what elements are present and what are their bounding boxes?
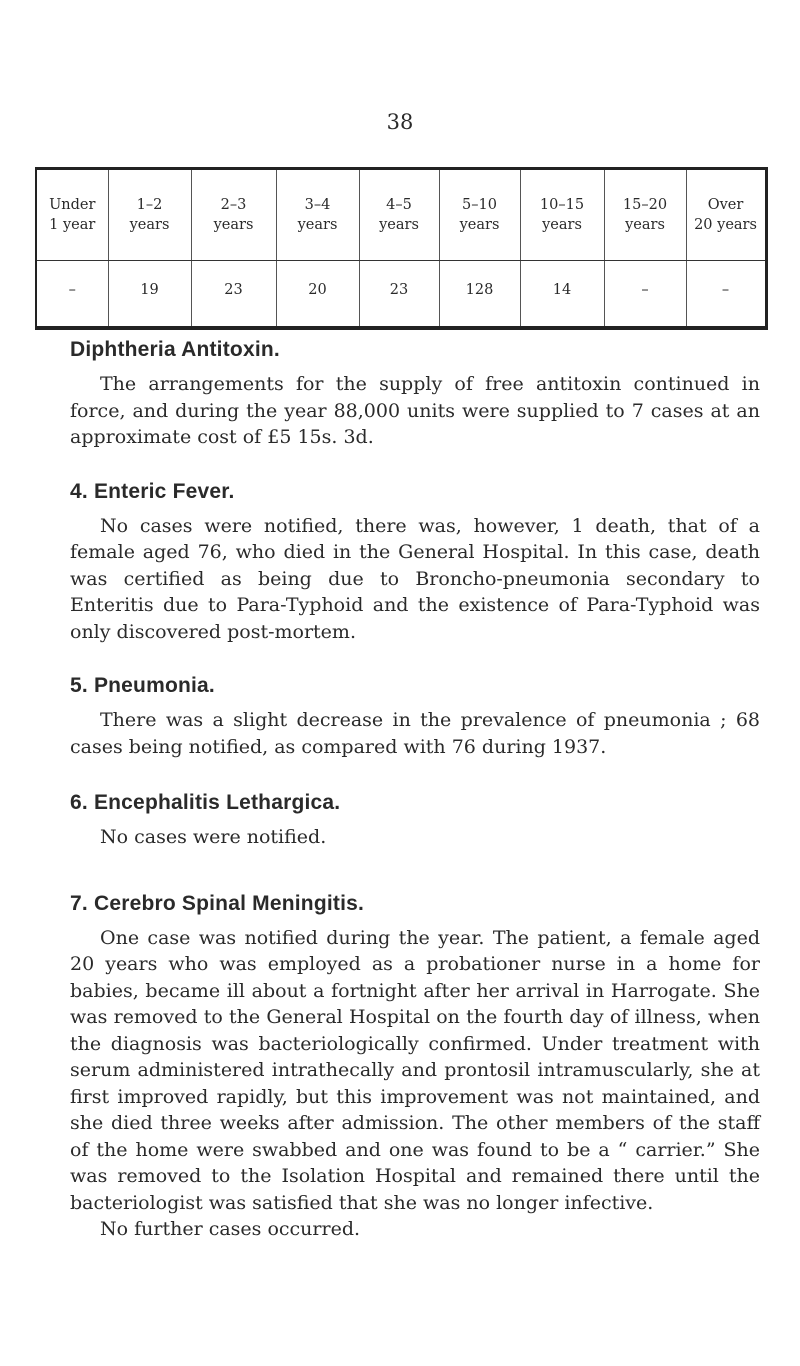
header-cell: 10–15 years xyxy=(520,169,604,261)
header-cell: Under 1 year xyxy=(36,169,108,261)
section-heading: 7. Cerebro Spinal Meningitis. xyxy=(70,891,365,915)
table-cell: 128 xyxy=(439,261,520,328)
table-cell: – xyxy=(604,261,686,328)
section-heading: 5. Pneumonia. xyxy=(70,674,215,697)
section-pneumonia xyxy=(70,671,760,760)
section-heading: Diphtheria Antitoxin. xyxy=(70,338,280,361)
table-cell: – xyxy=(36,261,108,328)
paragraph: There was a slight decrease in the prevalence of pneumonia ; 68 cases being notified, as compared with 76 during 1937. xyxy=(70,709,760,758)
table-row xyxy=(36,261,766,328)
header-cell: Over 20 years xyxy=(686,169,766,261)
table-cell: 23 xyxy=(191,261,276,328)
table-cell: 19 xyxy=(108,261,191,328)
header-cell: 2–3 years xyxy=(191,169,276,261)
table-header-row xyxy=(36,169,766,261)
section-enteric-fever xyxy=(70,477,760,646)
paragraph: No cases were notified, there was, however, 1 death, that of a female aged 76, who died in the General Hospital. In this case, death was certified as being due to Broncho-pneumonia secondary to Enteritis due to Para-Typhoid and the existence of Para-Typhoid was only discovered post-mortem. xyxy=(70,514,760,643)
header-cell: 5–10 years xyxy=(439,169,520,261)
page-number: 38 xyxy=(386,110,414,134)
paragraph: One case was notified during the year. The patient, a female aged 20 years who was employed as a probationer nurse in a home for babies, became ill about a fortnight after her arrival in Harrogate. She was removed to the General Hospital on the fourth day of illness, when the diagnosis was bacteriologically confirmed. Under treatment with serum administered intrathecally and prontosil intramuscularly, she at first improved rapidly, but this improvement was not maintained, and she died three weeks after admission. The other members of the staff of the home were swabbed and one was found to be a “ carrier.” She was removed to the Isolation Hospital and remained there until the bacteriologist was satisfied that she was no longer infective. xyxy=(70,926,760,1214)
section-cerebro-spinal-meningitis xyxy=(70,889,760,1243)
header-cell: 15–20 years xyxy=(604,169,686,261)
header-cell: 4–5 years xyxy=(359,169,439,261)
report-body xyxy=(70,335,760,1243)
age-group-table xyxy=(35,167,768,330)
table-cell: – xyxy=(686,261,766,328)
paragraph: No cases were notified. xyxy=(100,826,327,848)
table-cell: 14 xyxy=(520,261,604,328)
section-diphtheria-antitoxin xyxy=(70,335,760,451)
header-cell: 3–4 years xyxy=(276,169,359,261)
table-cell: 20 xyxy=(276,261,359,328)
paragraph: The arrangements for the supply of free antitoxin continued in force, and during the year 88,000 units were supplied to 7 cases at an approximate cost of £5 15s. 3d. xyxy=(70,373,760,448)
section-heading: 4. Enteric Fever. xyxy=(70,479,235,503)
table-cell: 23 xyxy=(359,261,439,328)
header-cell: 1–2 years xyxy=(108,169,191,261)
paragraph: No further cases occurred. xyxy=(100,1218,361,1240)
section-heading: 6. Encephalitis Lethargica. xyxy=(70,791,341,814)
section-encephalitis-lethargica xyxy=(70,788,760,851)
